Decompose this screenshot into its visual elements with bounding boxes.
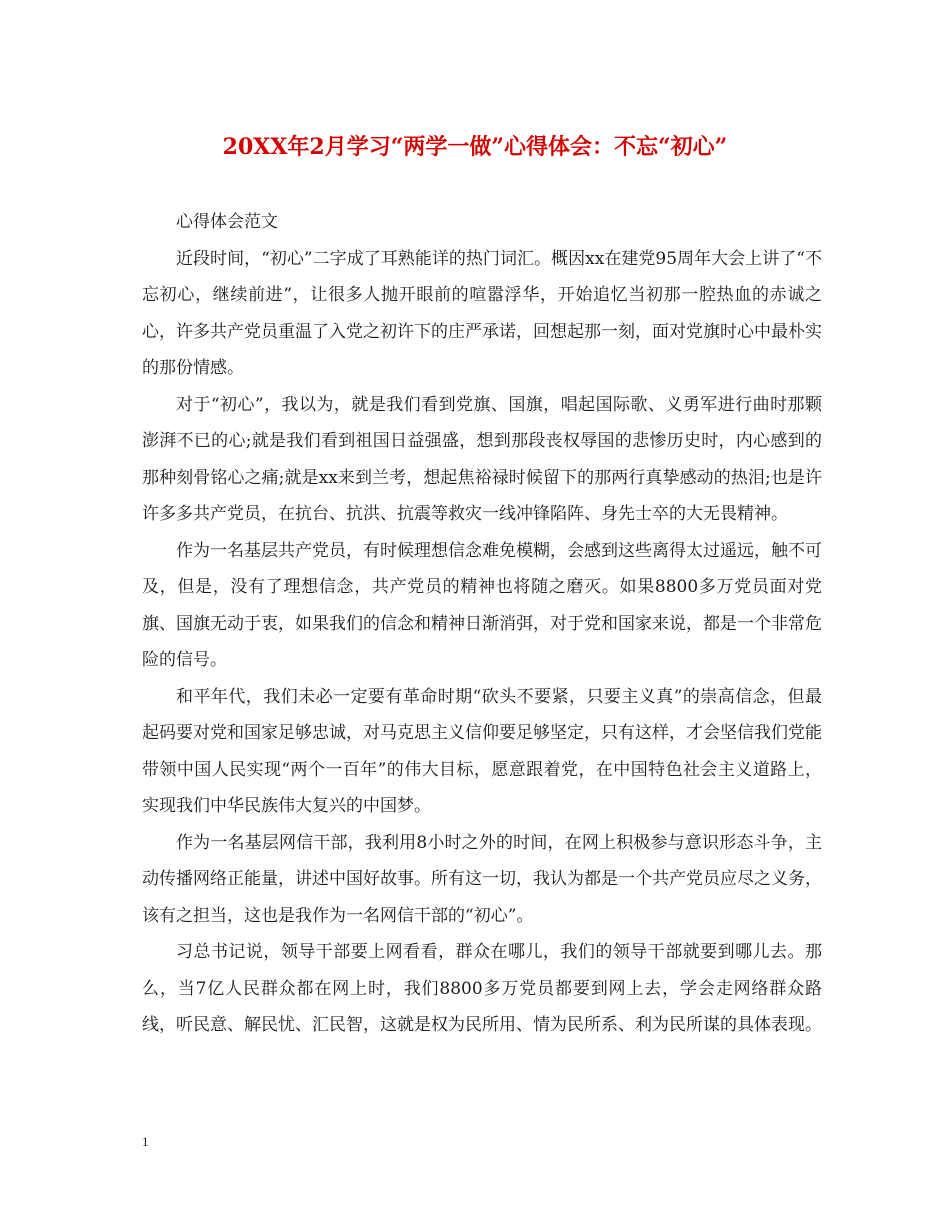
page-title: 20XX年2月学习“两学一做”心得体会：不忘“初心” <box>222 134 728 160</box>
document-body <box>142 204 822 1044</box>
paragraph: 近段时间，“初心”二字成了耳熟能详的热门词汇。概因xx在建党95周年大会上讲了“不忘初心，继续前进”，让很多人抛开眼前的喧嚣浮华，开始追忆当初那一腔热血的赤诚之心，许多共产党员重温了入党之初许下的庄严承诺，回想起那一刻，面对党旗时心中最朴实的那份情感。 <box>142 248 822 378</box>
paragraph: 习总书记说，领导干部要上网看看，群众在哪儿，我们的领导干部就要到哪儿去。那么，当7亿人民群众都在网上时，我们8800多万党员都要到网上去，学会走网络群众路线，听民意、解民忧、汇民智，这就是权为民所用、情为民所系、利为民所谋的具体表现。 <box>142 942 822 1035</box>
paragraph: 对于“初心”，我以为，就是我们看到党旗、国旗，唱起国际歌、义勇军进行曲时那颗澎湃不已的心;就是我们看到祖国日益强盛，想到那段丧权辱国的悲惨历史时，内心感到的那种刻骨铭心之痛;就是xx来到兰考，想起焦裕禄时候留下的那两行真挚感动的热泪;也是许许多多共产党员，在抗台、抗洪、抗震等救灾一线冲锋陷阵、身先士卒的大无畏精神。 <box>142 394 822 524</box>
paragraph: 作为一名基层共产党员，有时候理想信念难免模糊，会感到这些离得太过遥远，触不可及，但是，没有了理想信念，共产党员的精神也将随之磨灭。如果8800多万党员面对党旗、国旗无动于衷，如果我们的信念和精神日渐消弭，对于党和国家来说，都是一个非常危险的信号。 <box>142 540 822 670</box>
paragraph: 心得体会范文 <box>176 212 278 232</box>
paragraph: 作为一名基层网信干部，我利用8小时之外的时间，在网上积极参与意识形态斗争，主动传播网络正能量，讲述中国好故事。所有这一切，我认为都是一个共产党员应尽之义务，该有之担当，这也是我作为一名网信干部的“初心”。 <box>142 832 822 926</box>
paragraph: 和平年代，我们未必一定要有革命时期“砍头不要紧，只要主义真”的崇高信念，但最起码要对党和国家足够忠诚，对马克思主义信仰要足够坚定，只有这样，才会坚信我们党能带领中国人民实现“两个一百年”的伟大目标，愿意跟着党，在中国特色社会主义道路上，实现我们中华民族伟大复兴的中国梦。 <box>142 686 822 816</box>
page-number: 1 <box>142 1134 149 1149</box>
